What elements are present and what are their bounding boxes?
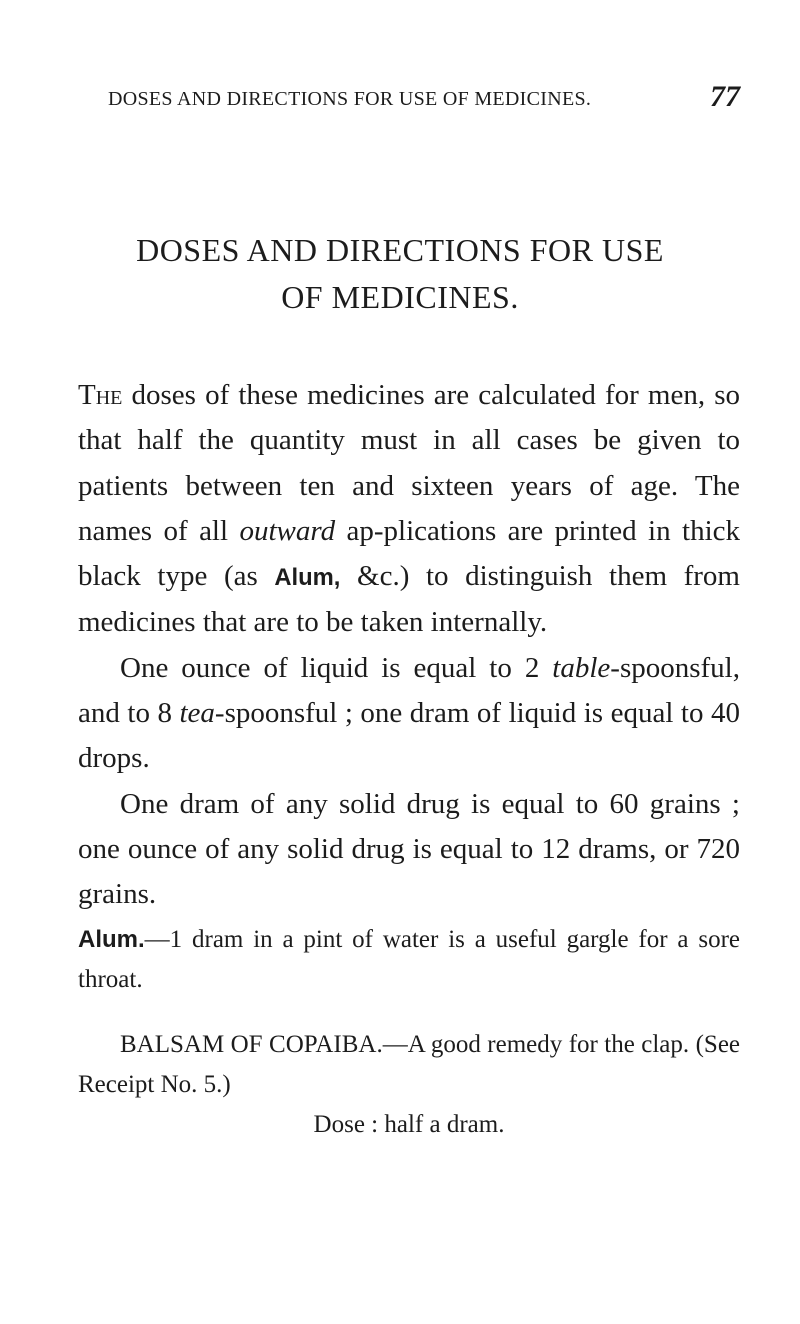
bold-term-alum: Alum, [274, 564, 341, 592]
entry-alum-head: Alum. [78, 926, 145, 953]
page-number: 77 [710, 80, 740, 113]
running-head [108, 80, 740, 120]
opening-word: The [78, 379, 123, 411]
medicine-entries [78, 920, 740, 1145]
paragraph-intro-italic: outward [239, 514, 336, 547]
paragraph-solid-measures: One dram of any solid drug is equal to 60 grains ; one ounce of any solid drug is equal to 12 drams, or 720 grains. [78, 787, 740, 911]
page-title-line-2: OF MEDICINES. [281, 279, 519, 315]
paragraph-intro-text-c: &c.) to distinguish them from medicines that are to be taken internally. [78, 560, 740, 639]
paragraph-liquid-measures [78, 646, 740, 782]
paragraph-intro-text-a: doses of these medicines are calculated for men, so that half the quantity must in all cases be given to patients between ten and sixteen years of age. The names of all [78, 379, 740, 547]
entry-alum-text [78, 920, 740, 1000]
running-head-title: DOSES AND DIRECTIONS FOR USE OF MEDICINES. [108, 88, 592, 110]
page-title [60, 227, 740, 321]
paragraph-liquid-text-a: One ounce of liquid is equal to 2 [120, 651, 553, 684]
entry-alum [78, 920, 740, 1000]
paragraph-liquid-text-b: spoonsful, and to 8 [78, 651, 740, 730]
body-text [78, 373, 740, 918]
paragraph-liquid-italic-a: table- [552, 651, 620, 684]
entry-balsam-body: —A good remedy for the clap. (See Receipt No. 5.) [78, 1031, 741, 1098]
paragraph-liquid-italic-b: tea [179, 697, 215, 730]
entry-balsam-text [78, 1025, 740, 1105]
paragraph-liquid-text-c: -spoonsful ; one dram of liquid is equal to 40 drops. [78, 697, 740, 775]
paragraph-intro-text-b: ap-plications are printed in thick black type (as [78, 514, 741, 593]
entry-balsam-dose: Dose : half a dram. [313, 1111, 505, 1138]
entry-balsam-head: BALSAM OF COPAIBA. [120, 1031, 383, 1058]
paragraph-intro [78, 373, 740, 646]
entry-balsam [78, 1025, 740, 1145]
entry-alum-body: —1 dram in a pint of water is a useful gargle for a sore throat. [78, 926, 740, 993]
page-title-line-1: DOSES AND DIRECTIONS FOR USE [136, 232, 664, 268]
